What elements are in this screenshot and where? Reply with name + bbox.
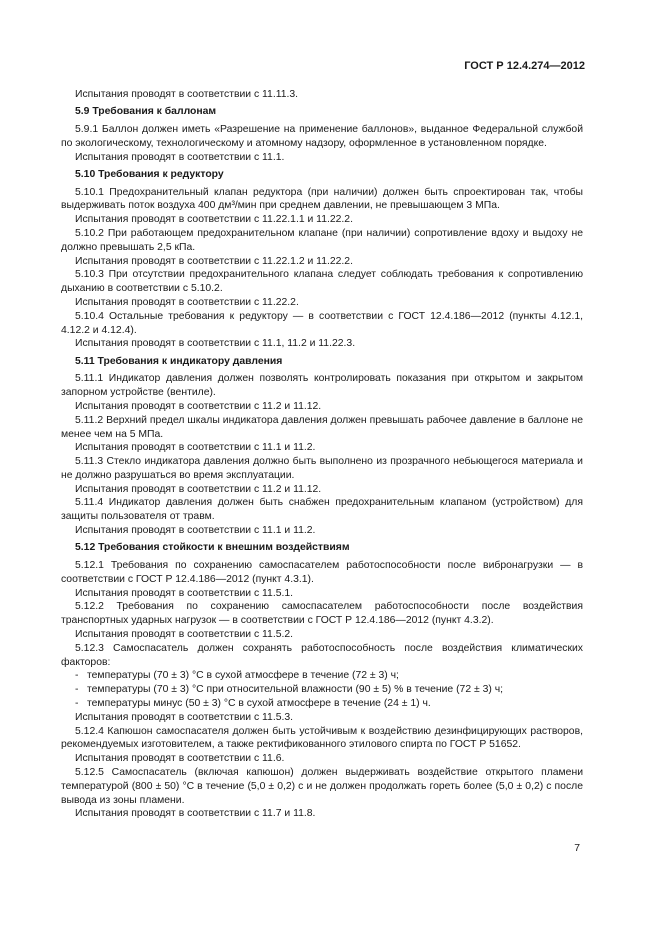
- paragraph: Испытания проводят в соответствии с 11.5.3.: [75, 711, 294, 723]
- paragraph: 5.10.2 При работающем предохранительном клапане (при наличии) сопротивление вдоху и выдоху не должно превышать 2,5 кПа.: [61, 227, 583, 253]
- section-heading: 5.10 Требования к редуктору: [75, 168, 224, 180]
- paragraph: 5.10.3 При отсутствии предохранительного клапана следует соблюдать требования к сопротивлению дыханию в соответствии с 5.10.2.: [61, 269, 583, 295]
- paragraph: Испытания проводят в соответствии с 11.2 и 11.12.: [75, 400, 322, 412]
- paragraph: Испытания проводят в соответствии с 11.1.: [75, 151, 285, 163]
- paragraph: Испытания проводят в соответствии с 11.11.3.: [75, 89, 299, 100]
- paragraph: Испытания проводят в соответствии с 11.5.2.: [75, 629, 294, 641]
- paragraph: 5.11.1 Индикатор давления должен позволять контролировать показания при открытом и закрытом запорном устройстве (вентиле).: [61, 373, 583, 399]
- document-body: [61, 88, 583, 821]
- page-number: 7: [574, 843, 580, 854]
- paragraph: Испытания проводят в соответствии с 11.2 и 11.12.: [75, 483, 322, 495]
- section-heading: 5.11 Требования к индикатору давления: [75, 355, 283, 367]
- document-header: ГОСТ Р 12.4.274—2012: [464, 60, 585, 72]
- paragraph: Испытания проводят в соответствии с 11.1 и 11.2.: [75, 442, 316, 454]
- list-dash: -: [75, 684, 79, 696]
- paragraph: Испытания проводят в соответствии с 11.22.1.2 и 11.22.2.: [75, 255, 353, 267]
- paragraph: 5.11.3 Стекло индикатора давления должно быть выполнено из прозрачного небьющегося материала и не должно разрушаться во время эксплуатации.: [61, 456, 583, 481]
- list-item: [61, 697, 583, 711]
- list-item: [61, 669, 583, 683]
- paragraph: 5.12.3 Самоспасатель должен сохранять работоспособность после воздействия климатических факторов:: [61, 642, 583, 668]
- paragraph: 5.12.5 Самоспасатель (включая капюшон) должен выдерживать воздействие открытого пламени температурой (800 ± 50) °С в течение (5,0 ± 0,2) с и не должен продолжать гореть более (5,0 ± 0,2) с после вывода из зоны пламени.: [61, 767, 583, 806]
- section-heading: 5.9 Требования к баллонам: [75, 106, 217, 118]
- paragraph: 5.11.2 Верхний предел шкалы индикатора давления должен превышать рабочее давление в баллоне не менее чем на 5 МПа.: [61, 414, 583, 440]
- paragraph: Испытания проводят в соответствии с 11.1 и 11.2.: [75, 525, 316, 537]
- paragraph: Испытания проводят в соответствии с 11.7 и 11.8.: [75, 808, 316, 820]
- paragraph: Испытания проводят в соответствии с 11.6.: [75, 753, 285, 765]
- paragraph: Испытания проводят в соответствии с 11.22.1.1 и 11.22.2.: [75, 214, 353, 226]
- list-item-text: температуры минус (50 ± 3) °С в сухой атмосфере в течение (24 ± 1) ч.: [87, 698, 431, 710]
- section-heading: 5.12 Требования стойкости к внешним воздействиям: [75, 542, 350, 554]
- list-dash: -: [75, 698, 79, 710]
- paragraph: 5.12.2 Требования по сохранению самоспасателем работоспособности после воздействия транспортных ударных нагрузок — в соответствии с ГОСТ Р 12.4.186—2012 (пункт 4.3.2).: [61, 601, 583, 627]
- list-item-text: температуры (70 ± 3) °С при относительной влажности (90 ± 5) % в течение (72 ± 3) ч;: [87, 684, 504, 696]
- paragraph: 5.12.1 Требования по сохранению самоспасателем работоспособности после вибронагрузки — в соответствии с ГОСТ Р 12.4.186—2012 (пункт 4.3.1).: [61, 560, 583, 585]
- list-item-text: температуры (70 ± 3) °С в сухой атмосфере в течение (72 ± 3) ч;: [87, 670, 399, 682]
- paragraph: 5.12.4 Капюшон самоспасателя должен быть устойчивым к воздействию дезинфицирующих растворов, рекомендуемых изготовителем, а также ректификованного этилового спирта по ГОСТ Р 51652.: [61, 725, 583, 751]
- paragraph: 5.11.4 Индикатор давления должен быть снабжен предохранительным клапаном (устройством) для защиты пользователя от травм.: [61, 497, 583, 523]
- paragraph: 5.10.1 Предохранительный клапан редуктора (при наличии) должен быть спроектирован так, чтобы выдерживать поток воздуха 400 дм³/мин при среднем давлении, не превышающем 3 МПа.: [61, 186, 583, 212]
- paragraph: Испытания проводят в соответствии с 11.5.1.: [75, 587, 294, 599]
- paragraph: 5.10.4 Остальные требования к редуктору — в соответствии с ГОСТ 12.4.186—2012 (пункты 4.12.1, 4.12.2 и 4.12.4).: [61, 310, 583, 336]
- paragraph: Испытания проводят в соответствии с 11.22.2.: [75, 296, 299, 308]
- list-dash: -: [75, 670, 79, 682]
- list-item: [61, 683, 583, 697]
- paragraph: 5.9.1 Баллон должен иметь «Разрешение на применение баллонов», выданное Федеральной службой по экологическому, технологическому и атомному надзору, оформленное в установленном порядке.: [61, 123, 583, 149]
- paragraph: Испытания проводят в соответствии с 11.1, 11.2 и 11.22.3.: [75, 338, 356, 350]
